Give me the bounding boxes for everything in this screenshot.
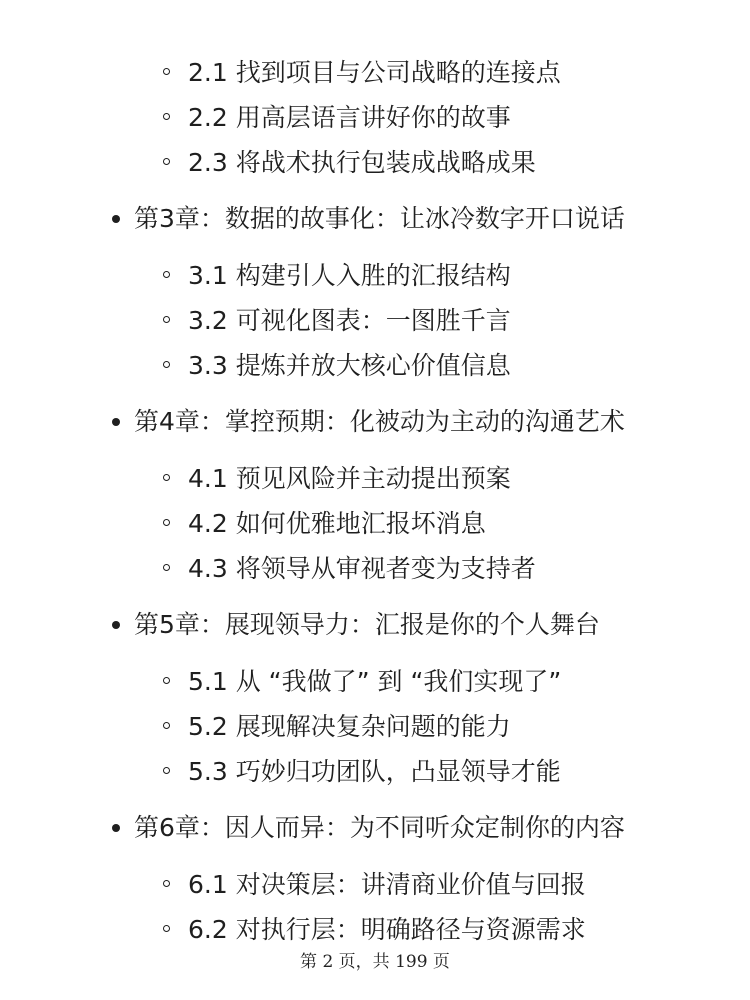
circle-bullet-icon xyxy=(163,316,170,323)
chapter-3 xyxy=(0,197,750,388)
section-label: 5.3 巧妙归功团队，凸显领导才能 xyxy=(188,757,561,786)
chapter-title xyxy=(0,197,750,241)
section-label: 3.1 构建引人入胜的汇报结构 xyxy=(188,261,511,290)
section-item xyxy=(0,659,750,704)
chapter-6 xyxy=(0,806,750,952)
section-label: 3.2 可视化图表：一图胜千言 xyxy=(188,306,511,335)
circle-bullet-icon xyxy=(163,271,170,278)
section-list xyxy=(0,659,750,794)
section-item xyxy=(0,749,750,794)
section-item xyxy=(0,298,750,343)
disc-bullet-icon xyxy=(112,621,120,629)
section-label: 4.1 预见风险并主动提出预案 xyxy=(188,464,511,493)
chapter-label: 第4章：掌控预期：化被动为主动的沟通艺术 xyxy=(134,407,625,436)
spacer xyxy=(0,647,750,659)
circle-bullet-icon xyxy=(163,158,170,165)
section-item xyxy=(0,501,750,546)
circle-bullet-icon xyxy=(163,677,170,684)
spacer xyxy=(0,241,750,253)
section-item xyxy=(0,907,750,952)
chapter-2-continued xyxy=(0,50,750,185)
section-item xyxy=(0,140,750,185)
chapter-4 xyxy=(0,400,750,591)
disc-bullet-icon xyxy=(112,215,120,223)
chapter-title xyxy=(0,400,750,444)
section-list xyxy=(0,253,750,388)
circle-bullet-icon xyxy=(163,519,170,526)
circle-bullet-icon xyxy=(163,722,170,729)
section-list xyxy=(0,50,750,185)
chapter-title xyxy=(0,603,750,647)
section-item xyxy=(0,862,750,907)
circle-bullet-icon xyxy=(163,925,170,932)
chapter-label: 第6章：因人而异：为不同听众定制你的内容 xyxy=(134,813,625,842)
circle-bullet-icon xyxy=(163,113,170,120)
section-item xyxy=(0,456,750,501)
spacer xyxy=(0,850,750,862)
spacer xyxy=(0,185,750,197)
chapter-title xyxy=(0,806,750,850)
section-item xyxy=(0,50,750,95)
section-label: 5.2 展现解决复杂问题的能力 xyxy=(188,712,511,741)
disc-bullet-icon xyxy=(112,824,120,832)
section-label: 4.3 将领导从审视者变为支持者 xyxy=(188,554,536,583)
table-of-contents xyxy=(0,50,750,952)
disc-bullet-icon xyxy=(112,418,120,426)
chapter-label: 第5章：展现领导力：汇报是你的个人舞台 xyxy=(134,610,600,639)
section-label: 2.3 将战术执行包装成战略成果 xyxy=(188,148,536,177)
section-label: 6.2 对执行层：明确路径与资源需求 xyxy=(188,915,586,944)
section-item xyxy=(0,253,750,298)
section-list xyxy=(0,456,750,591)
section-label: 5.1 从 “我做了” 到 “我们实现了” xyxy=(188,667,562,696)
chapter-label: 第3章：数据的故事化：让冰冷数字开口说话 xyxy=(134,204,625,233)
section-label: 6.1 对决策层：讲清商业价值与回报 xyxy=(188,870,586,899)
circle-bullet-icon xyxy=(163,68,170,75)
section-item xyxy=(0,343,750,388)
spacer xyxy=(0,591,750,603)
section-label: 3.3 提炼并放大核心价值信息 xyxy=(188,351,511,380)
section-item xyxy=(0,704,750,749)
section-label: 2.2 用高层语言讲好你的故事 xyxy=(188,103,511,132)
spacer xyxy=(0,444,750,456)
circle-bullet-icon xyxy=(163,474,170,481)
page-number-footer: 第 2 页，共 199 页 xyxy=(300,952,450,972)
section-list xyxy=(0,862,750,952)
section-item xyxy=(0,546,750,591)
spacer xyxy=(0,794,750,806)
circle-bullet-icon xyxy=(163,361,170,368)
section-item xyxy=(0,95,750,140)
circle-bullet-icon xyxy=(163,767,170,774)
circle-bullet-icon xyxy=(163,564,170,571)
circle-bullet-icon xyxy=(163,880,170,887)
spacer xyxy=(0,388,750,400)
section-label: 4.2 如何优雅地汇报坏消息 xyxy=(188,509,486,538)
chapter-5 xyxy=(0,603,750,794)
section-label: 2.1 找到项目与公司战略的连接点 xyxy=(188,58,561,87)
